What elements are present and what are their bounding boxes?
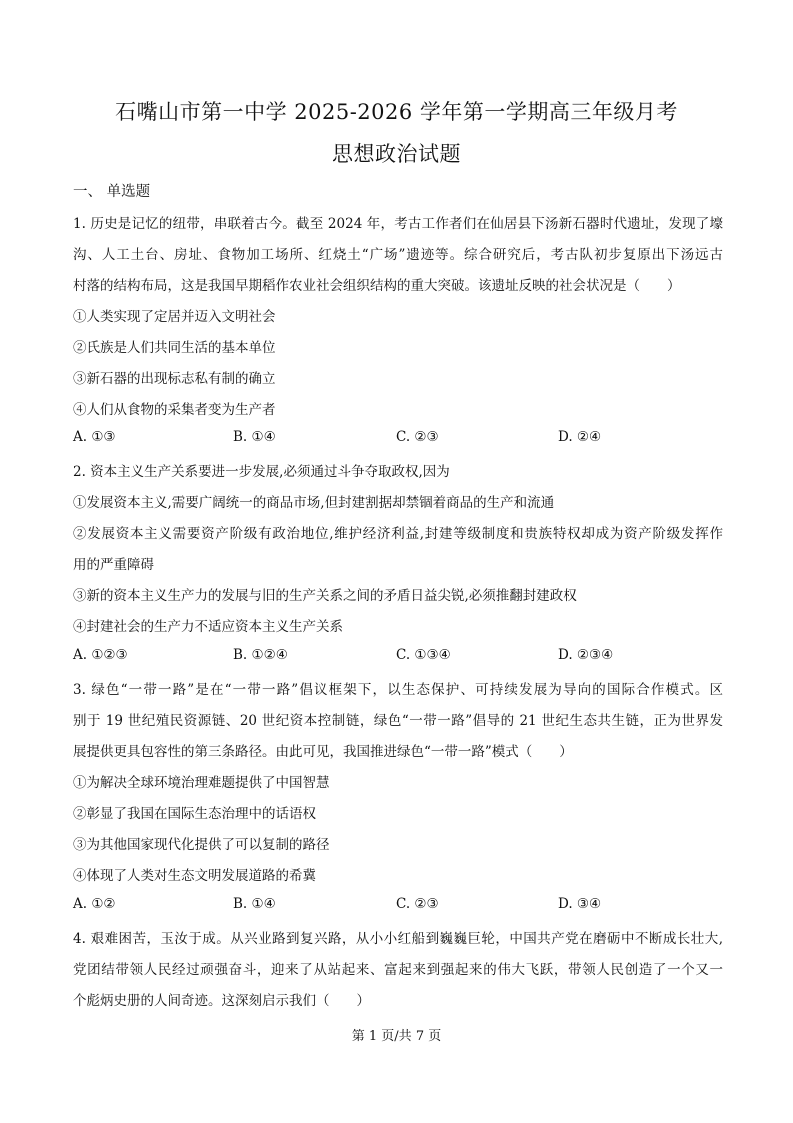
question-1-option-b[interactable]: B. ①④ bbox=[233, 429, 276, 445]
question-3-statement-3: ③为其他国家现代化提供了可以复制的路径 bbox=[73, 837, 330, 853]
question-2-option-b[interactable]: B. ①②④ bbox=[233, 647, 288, 663]
question-2-line-1: 2. 资本主义生产关系要进一步发展,必须通过斗争夺取政权,因为 bbox=[73, 464, 450, 480]
question-2-statement-4: ④封建社会的生产力不适应资本主义生产关系 bbox=[73, 619, 343, 635]
question-3-line-3: 展提供更具包容性的第三条路径。由此可见，我国推进绿色“一带一路”模式（ ） bbox=[73, 744, 573, 760]
question-3-statement-1: ①为解决全球环境治理难题提供了中国智慧 bbox=[73, 775, 330, 791]
question-3-option-d[interactable]: D. ③④ bbox=[558, 896, 602, 912]
question-3-line-1: 3. 绿色“一带一路”是在“一带一路”倡议框架下，以生态保护、可持续发展为导向的国际合作模式。区 bbox=[73, 682, 723, 698]
question-2-option-d[interactable]: D. ②③④ bbox=[558, 647, 614, 663]
question-1-option-a[interactable]: A. ①③ bbox=[73, 429, 116, 445]
question-1-line-2: 沟、人工土台、房址、食物加工场所、红烧土“广场”遗迹等。综合研究后，考古队初步复原出下汤远古 bbox=[73, 247, 723, 263]
question-2-option-a[interactable]: A. ①②③ bbox=[73, 647, 128, 663]
question-3-option-b[interactable]: B. ①④ bbox=[233, 896, 276, 912]
question-3-option-c[interactable]: C. ②③ bbox=[396, 896, 439, 912]
page-title: 石嘴山市第一中学 2025-2026 学年第一学期高三年级月考 bbox=[115, 100, 678, 124]
question-2-option-c[interactable]: C. ①③④ bbox=[396, 647, 451, 663]
question-1-option-c[interactable]: C. ②③ bbox=[396, 429, 439, 445]
question-4-line-3: 个彪炳史册的人间奇迹。这深刻启示我们（ ） bbox=[73, 993, 370, 1009]
question-2-statement-3: ③新的资本主义生产力的发展与旧的生产关系之间的矛盾日益尖锐,必须推翻封建政权 bbox=[73, 588, 577, 604]
page-footer: 第 1 页/共 7 页 bbox=[351, 1029, 442, 1044]
question-1-line-3: 村落的结构布局，这是我国早期稻作农业社会组织结构的重大突破。该遗址反映的社会状况是（ ） bbox=[73, 278, 681, 294]
question-1-statement-4: ④人们从食物的采集者变为生产者 bbox=[73, 402, 276, 418]
question-2-statement-2: ②发展资本主义需要资产阶级有政治地位,维护经济利益,封建等级制度和贵族特权却成为资产阶级发挥作 bbox=[73, 526, 723, 542]
question-1-option-d[interactable]: D. ②④ bbox=[558, 429, 602, 445]
question-1-statement-2: ②氏族是人们共同生活的基本单位 bbox=[73, 340, 276, 356]
question-1-statement-1: ①人类实现了定居并迈入文明社会 bbox=[73, 309, 276, 325]
question-4-line-2: 党团结带领人民经过顽强奋斗，迎来了从站起来、富起来到强起来的伟大飞跃，带领人民创造了一个又一 bbox=[73, 962, 723, 978]
question-3-statement-4: ④体现了人类对生态文明发展道路的希冀 bbox=[73, 868, 316, 884]
question-3-line-2: 别于 19 世纪殖民资源链、20 世纪资本控制链，绿色“一带一路”倡导的 21 世纪生态共生链，正为世界发 bbox=[73, 713, 723, 729]
question-2-statement-1: ①发展资本主义,需要广阔统一的商品市场,但封建割据却禁锢着商品的生产和流通 bbox=[73, 495, 555, 511]
question-3-statement-2: ②彰显了我国在国际生态治理中的话语权 bbox=[73, 806, 316, 822]
question-1-line-1: 1. 历史是记忆的纽带，串联着古今。截至 2024 年，考古工作者们在仙居县下汤新石器时代遗址，发现了壕 bbox=[73, 216, 723, 232]
question-3-option-a[interactable]: A. ①② bbox=[73, 896, 116, 912]
page-subtitle: 思想政治试题 bbox=[332, 142, 461, 166]
question-4-line-1: 4. 艰难困苦，玉汝于成。从兴业路到复兴路，从小小红船到巍巍巨轮，中国共产党在磨砺中不断成长壮大, bbox=[73, 931, 723, 947]
section-heading: 一、 单选题 bbox=[73, 184, 151, 200]
question-2-statement-2-cont: 用的严重障碍 bbox=[73, 557, 154, 573]
question-1-statement-3: ③新石器的出现标志私有制的确立 bbox=[73, 371, 276, 387]
